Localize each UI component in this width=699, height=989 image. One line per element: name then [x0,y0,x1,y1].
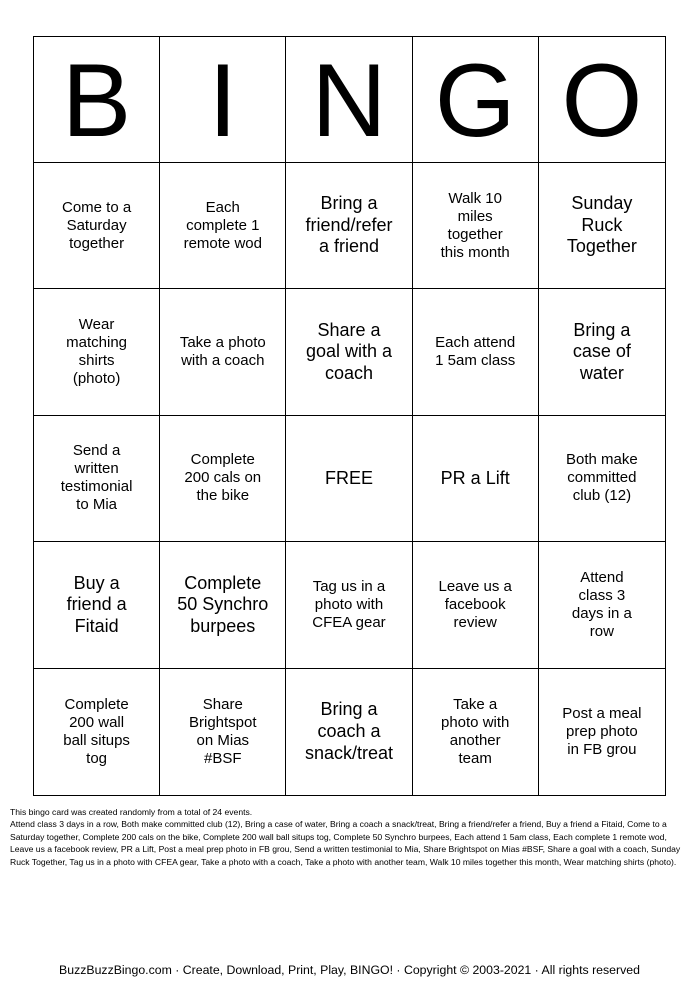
cell-text: FREE [324,467,373,488]
cell-text: Complete 50 Synchro burpees [177,572,269,636]
cell-text: Both make committed club (12) [566,451,638,505]
header-letter-g: G [413,37,539,163]
bingo-cell [539,669,665,795]
note-events: Attend class 3 days in a row, Both make committed club (12), Bring a case of water, Bring a coach a snack/treat, Bring a friend/refer a friend, Buy a friend a Fitaid, Come to a Saturday together, Complete 200 cals on the bike, Complete 200 wall ball situps tog, Complete 50 Synchro burpees, Each attend 1 5am class, Each complete 1 remote wod, Leave us a facebook review, PR a Lift, Post a meal prep photo in FB grou, Send a written testimonial to Mia, Share Brightspot on Mias #BSF, Share a goal with a coach, Sunday Ruck Together, Tag us in a photo with CFEA gear, Take a photo with a coach, Take a photo with another team, Walk 10 miles together this month, Wear matching shirts (photo). [10,819,681,867]
header-letter-i: I [160,37,286,163]
cell-text: Each attend 1 5am class [435,334,516,370]
cell-text: Each complete 1 remote wod [183,198,262,252]
cell-text: Complete 200 cals on the bike [184,451,262,505]
cell-text: Buy a friend a Fitaid [66,572,127,636]
header-letter-b: B [34,37,160,163]
cell-text: Tag us in a photo with CFEA gear [312,577,386,631]
header-letter-n: N [286,37,412,163]
bingo-cell [34,163,160,289]
note-intro: This bingo card was created randomly from a total of 24 events. [10,807,253,817]
cell-text: Sunday Ruck Together [566,193,637,257]
bingo-cell [160,542,286,668]
bingo-cell [539,416,665,542]
bingo-grid [34,163,665,795]
header-letter-o: O [539,37,665,163]
cell-text: Come to a Saturday together [61,198,132,252]
bingo-cell [286,542,412,668]
bingo-card [33,36,666,796]
bingo-cell [413,542,539,668]
bingo-cell [34,669,160,795]
bingo-cell [34,289,160,415]
bingo-cell [539,542,665,668]
bingo-cell [34,542,160,668]
cell-text: Complete 200 wall ball situps tog [63,695,130,767]
footer: BuzzBuzzBingo.com · Create, Download, Print, Play, BINGO! · Copyright © 2003-2021 · All rights reserved [59,963,640,977]
bingo-cell [160,289,286,415]
cell-text: Bring a coach a snack/treat [304,699,393,763]
bingo-cell [286,289,412,415]
cell-text: Walk 10 miles together this month [440,189,510,261]
bingo-cell [413,669,539,795]
cell-text: Leave us a facebook review [438,577,512,631]
bingo-cell [286,669,412,795]
cell-text: PR a Lift [440,467,510,488]
bingo-header [34,37,665,163]
cell-text: Send a written testimonial to Mia [60,442,133,514]
bingo-cell [539,289,665,415]
cell-text: Take a photo with a coach [179,334,266,370]
cell-text: Wear matching shirts (photo) [66,316,128,388]
bingo-cell [286,163,412,289]
bingo-cell [413,416,539,542]
cell-text: Share a goal with a coach [305,319,393,383]
cell-text: Post a meal prep photo in FB grou [562,704,642,758]
bingo-cell [34,416,160,542]
bingo-cell [160,416,286,542]
cell-text: Attend class 3 days in a row [571,568,632,640]
cell-text: Take a photo with another team [440,695,510,767]
event-list-note [10,806,690,868]
cell-text: Bring a case of water [572,319,631,383]
bingo-cell [539,163,665,289]
bingo-cell [160,669,286,795]
free-space [286,416,412,542]
bingo-cell [413,289,539,415]
bingo-cell [160,163,286,289]
cell-text: Bring a friend/refer a friend [305,193,393,257]
cell-text: Share Brightspot on Mias #BSF [189,695,257,767]
bingo-cell [413,163,539,289]
